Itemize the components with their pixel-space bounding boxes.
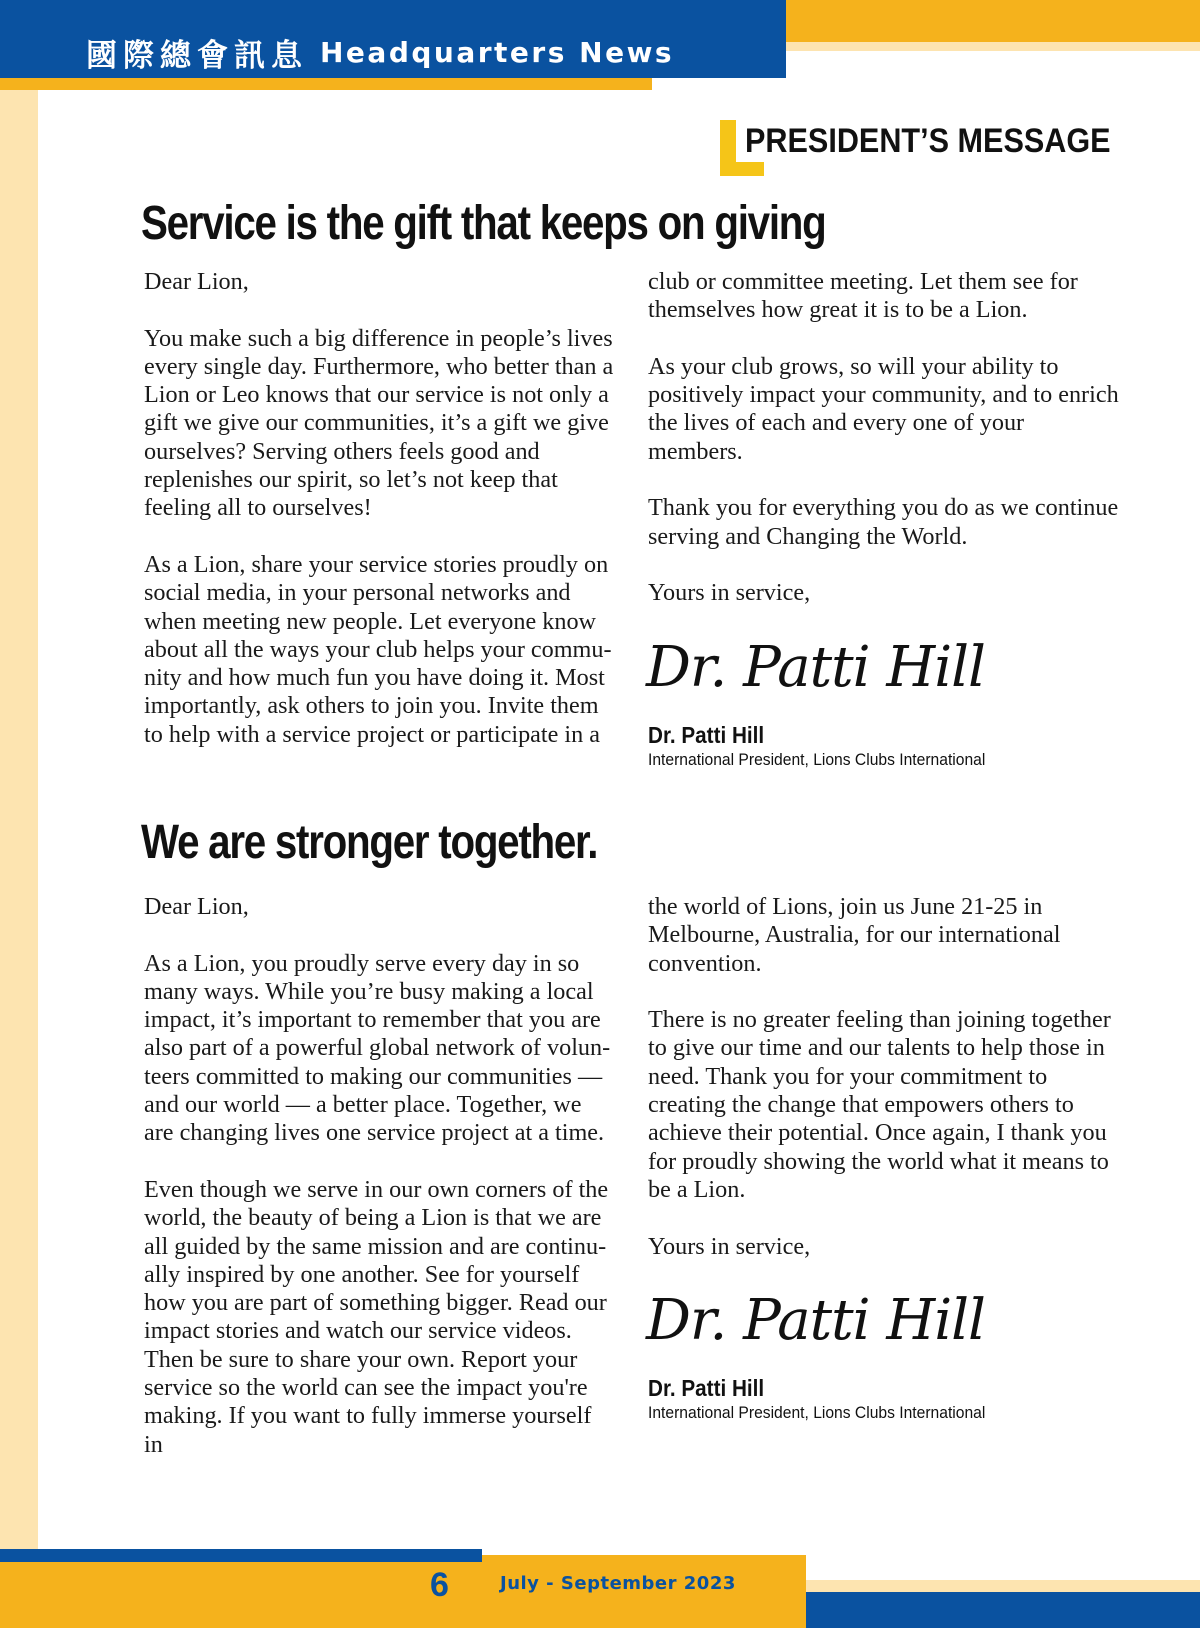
article-2-column-1 <box>144 893 616 1459</box>
article-1-heading: Service is the gift that keeps on giving <box>141 197 826 250</box>
signer-title: International President, Lions Clubs International <box>648 1403 986 1422</box>
article-1-column-2 <box>648 268 1120 608</box>
section-tag-bracket-foot <box>720 162 764 176</box>
header-cream-band <box>786 42 1200 51</box>
paragraph: Dear Lion, <box>144 268 249 295</box>
article-2-column-2 <box>648 893 1120 1261</box>
article-2-heading: We are stronger together. <box>141 816 598 869</box>
paragraph: the world of Lions, join us June 21-25 in Melbourne, Australia, for our international convention. <box>648 893 1061 977</box>
header-title-chinese: 國際總會訊息 <box>86 37 308 74</box>
handwritten-signature: Dr. Patti Hill <box>646 1288 985 1353</box>
closing: Yours in service, <box>648 579 811 607</box>
paragraph: As a Lion, share your service stories proudly on social media, in your personal networks and when meeting new people. Let everyone know about all the ways your club helps your commu-nity and how much fun you have doing it. Most importantly, ask others to join you. Invite them to help with a service project or participate in a <box>144 550 612 748</box>
handwritten-signature: Dr. Patti Hill <box>646 635 985 700</box>
article-1-column-1 <box>144 268 616 749</box>
footer-cream-band <box>806 1580 1200 1592</box>
paragraph: As a Lion, you proudly serve every day in so many ways. While you’re busy making a local impact, it’s important to remember that you are also part of a powerful global network of volun-teers committed to making our communities — and our world — a better place. Together, we are changing lives one service project at a time. <box>144 949 611 1147</box>
header-gold-band <box>786 0 1200 42</box>
signer-title: International President, Lions Clubs International <box>648 750 986 769</box>
paragraph: There is no greater feeling than joining together to give our time and our talents to help those in need. Thank you for your commitment to creating the change that empowers others to achieve their potential. Once again, I thank you for proudly showing the world what it means to be a Lion. <box>648 1006 1111 1203</box>
paragraph: club or committee meeting. Let them see for themselves how great it is to be a Lion. <box>648 268 1078 324</box>
header-title-english: Headquarters News <box>320 35 675 69</box>
closing: Yours in service, <box>648 1232 811 1260</box>
signer-name: Dr. Patti Hill <box>648 722 765 748</box>
page-number: 6 <box>430 1566 449 1604</box>
paragraph: As your club grows, so will your ability to positively impact your community, and to enrich the lives of each and every one of your members. <box>648 352 1119 465</box>
footer-blue-bar <box>0 1549 482 1562</box>
paragraph: Dear Lion, <box>144 893 249 920</box>
paragraph: Thank you for everything you do as we continue serving and Changing the World. <box>648 494 1119 550</box>
footer-blue-band <box>806 1592 1200 1628</box>
header-accent-bar <box>0 78 652 90</box>
paragraph: Even though we serve in our own corners of the world, the beauty of being a Lion is that we are all guided by the same mission and are continu-ally inspired by one another. See for yourself how you are part of something bigger. Read our impact stories and watch our service videos. Then be sure to share your own. Report your service so the world can see the impact you're making. If you want to fully immerse yourself in <box>144 1175 609 1458</box>
signer-name: Dr. Patti Hill <box>648 1375 765 1401</box>
section-tag: PRESIDENT’S MESSAGE <box>745 122 1111 160</box>
issue-date: July - September 2023 <box>500 1573 736 1594</box>
left-margin-stripe <box>0 88 38 1553</box>
section-header-title <box>86 30 674 74</box>
paragraph: You make such a big difference in people’s lives every single day. Furthermore, who better than a Lion or Leo knows that our service is not only a gift we give our communities, it’s a gift we give ourselves? Serving others feels good and replenishes our spirit, so let’s not keep that feeling all to ourselves! <box>144 324 614 522</box>
footer-gold-band <box>0 1562 806 1628</box>
